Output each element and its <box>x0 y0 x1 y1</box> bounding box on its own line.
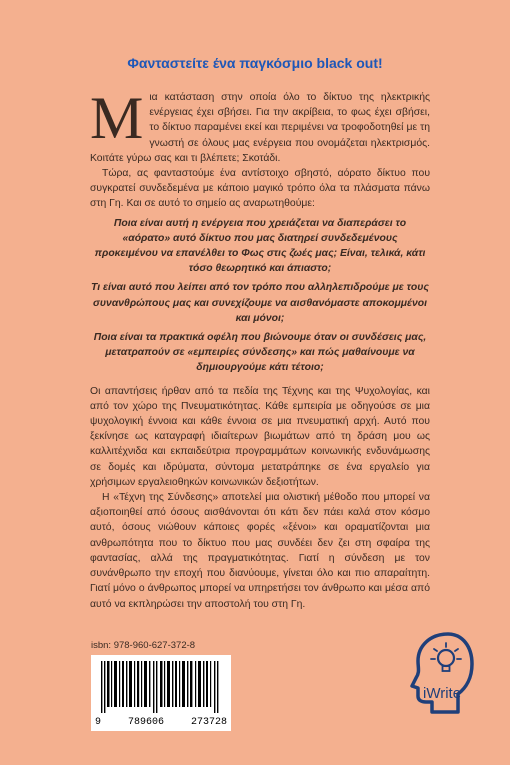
blurb <box>90 85 430 612</box>
barcode-digit-group: 273728 <box>190 717 227 728</box>
headline: Φανταστείτε ένα παγκόσμιο black out! <box>127 55 383 71</box>
barcode-digits <box>95 717 227 728</box>
paragraph-4: Η «Τέχνη της Σύνδεσης» αποτελεί μια ολιστική μέθοδο που μπορεί να αξιοποιηθεί από όσους αισθάνονται ότι κάτι δεν πάει καλά στον κόσμο αυτό, όσους νιώθουν κάποιες φορές «ξένοι» και οραματίζονται μια ανθρωπότητα που το δίκτυο που μας συνδέει δεν ζει στη σφαίρα της φαντασίας, αλλά της πραγματικότητας. Γιατί η σύνδεση με τον συνάνθρωπο την εποχή που διανύουμε, γίνεται όλο και πιο απαραίτητη. Γιατί μόνο ο άνθρωπος μπορεί να υπηρετήσει τον άνθρωπο και μέσα από αυτό να εκπληρώσει την αποστολή του στη Γη. <box>90 492 430 610</box>
barcode-digit-group: 789606 <box>127 717 164 728</box>
barcode-digit-group: 9 <box>95 717 102 728</box>
isbn-text: isbn: 978-960-627-372-8 <box>91 640 196 651</box>
head-lightbulb-icon <box>408 628 478 718</box>
dropcap: Μ <box>90 85 144 151</box>
question-3: Ποια είναι τα πρακτικά οφέλη που βιώνουμε όταν οι συνδέσεις μας, μετατραπούν σε «εμπειρίες σύνδεσης» και πώς μαθαίνουμε να δημιουργούμε κάτι τέτοιο; <box>93 332 427 374</box>
question-2: Τι είναι αυτό που λείπει από τον τρόπο που αλληλεπιδρούμε με τους συνανθρώπους μας και συνεχίζουμε να αισθανόμαστε αποκομμένοι και μόνοι; <box>91 282 429 324</box>
paragraph-3: Οι απαντήσεις ήρθαν από τα πεδία της Τέχνης και της Ψυχολογίας, και από τον χώρο της Πνευματικότητας. Κάθε εμπειρία με οδηγούσε σε μια ψυχολογική έννοια και κάθε έννοια σε μια πνευματική αρχή. Αυτό που ξεκίνησε ως καταγραφή ιδιαίτερων βιωμάτων από τη δράση μου ως καλλιτέχνιδα και εκπαιδεύτρια προγραμμάτων κοινωνικής ενδυνάμωσης σε δομές και ιδρύματα, σύντομα μετατράπηκε σε ένα εργαλείο για χρήσιμων εργαλειοθηκών κοινωνικών δεξιοτήτων. <box>90 385 430 488</box>
barcode <box>91 655 231 731</box>
question-1: Ποια είναι αυτή η ενέργεια που χρειάζεται να διαπεράσει το «αόρατο» αυτό δίκτυο που μας διατηρεί συνδεδεμένους προκειμένου να επανέλθει το Φως στις ζωές μας; Είναι, τελικά, κάτι τόσο θεωρητικό και άπιαστο; <box>94 217 426 275</box>
intro-paragraph <box>90 85 430 166</box>
paragraph-2: Τώρα, ας φανταστούμε ένα αντίστοιχο σβηστό, αόρατο δίκτυο που συγκρατεί συνδεδεμένα με κάποιο μαγικό τρόπο όλα τα πλάσματα πάνω στη Γη. Και σε αυτό το σημείο ας αναρωτηθούμε: <box>90 168 430 210</box>
barcode-bars-icon <box>101 661 221 713</box>
intro-text: ια κατάσταση στην οποία όλο το δίκτυο της ηλεκτρικής ενέργειας έχει σβήσει. Για την ακρίβεια, το φως έχει σβήσει, το δίκτυο παραμένει εκεί και περιμένει να τροφοδοτηθεί με τη γνωστή σε όλους μας ενέργεια που ονομάζεται ηλεκτρισμός. Κοιτάτε γύρω σας και τι βλέπετε; Σκοτάδι. <box>90 92 430 164</box>
publisher-logo-text: iWrite <box>423 685 462 702</box>
